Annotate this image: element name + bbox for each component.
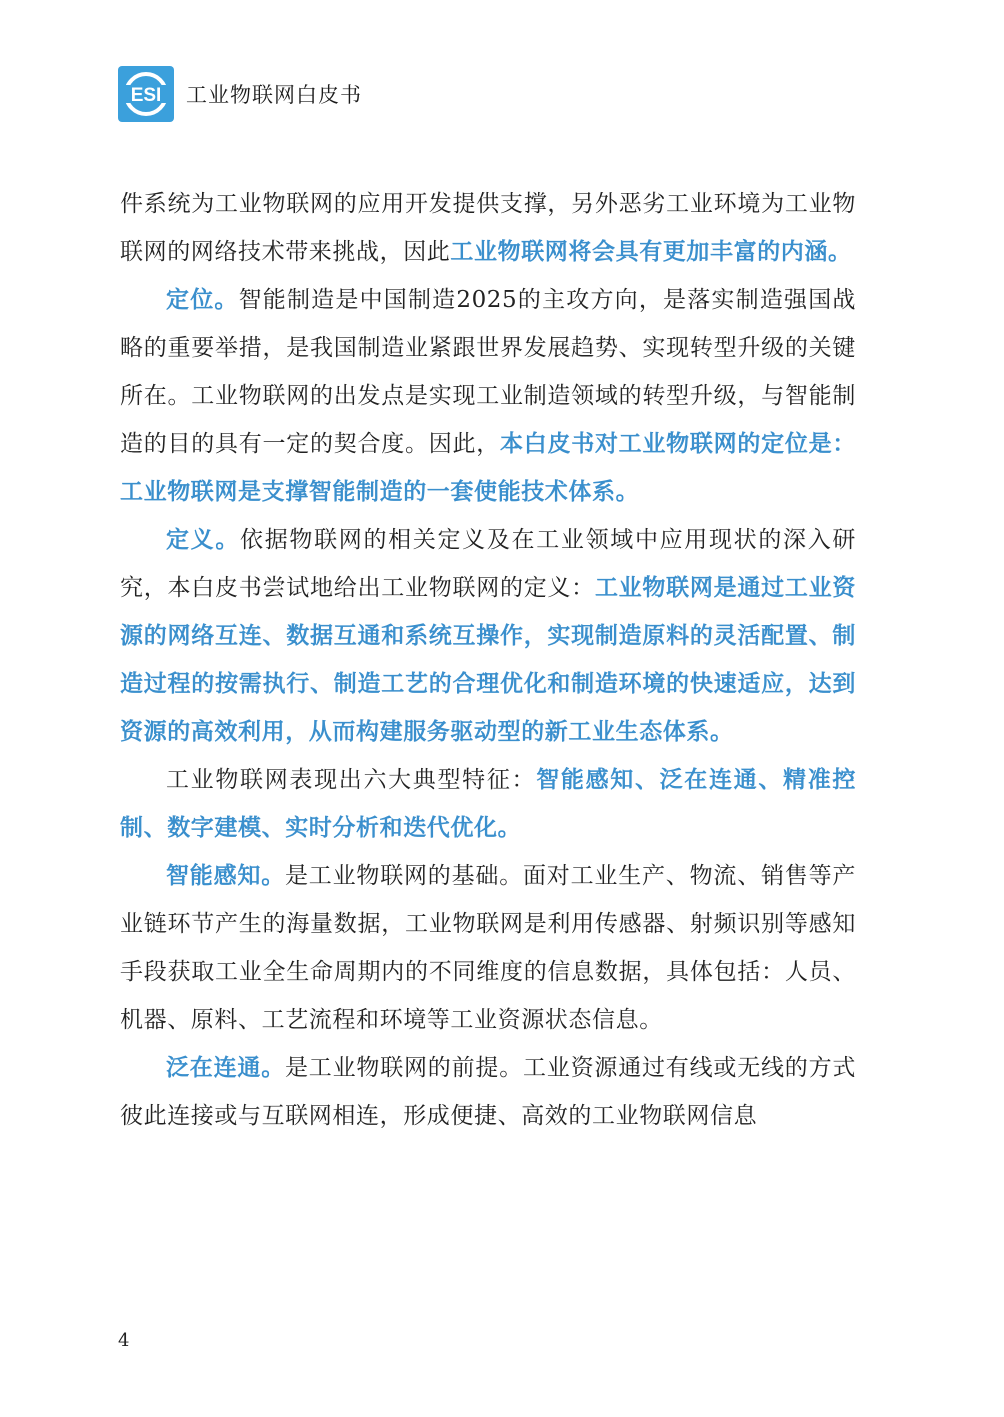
svg-text:ESI: ESI [130,85,162,106]
text-span: 工业物联网表现出六大典型特征： [166,767,537,793]
paragraph-smart-sensing [120,852,856,1044]
section-lead-definition: 定义。 [166,527,241,553]
paragraph-ubiquitous-connectivity [120,1044,856,1140]
paragraph-positioning [120,276,856,516]
section-lead-positioning: 定位。 [166,287,239,313]
paragraph-definition [120,516,856,756]
highlight-span: 工业物联网是通过工业资源的网络互连、数据互通和系统互操作，实现制造原料的灵活配置、制造过程的按需执行、制造工艺的合理优化和制造环境的快速适应，达到资源的高效利用，从而构建服务驱动型的新工业生态体系。 [120,575,857,745]
page-number: 4 [118,1330,130,1351]
paragraph-intro [120,180,856,276]
section-lead-ubiquitous-connectivity: 泛在连通。 [166,1055,285,1081]
document-body [120,180,856,1140]
text-span: 是工业物联网的前提。工业资源通过有线或无线的方式彼此连接或与互联网相连，形成便捷、高效的工业物联网信息 [120,1055,856,1129]
page-header [118,66,362,122]
text-span: 智能制造是中国制造2025的主攻方向，是落实制造强国战略的重要举措，是我国制造业紧跟世界发展趋势、实现转型升级的关键所在。工业物联网的出发点是实现工业制造领域的转型升级，与智能制造的目的具有一定的契合度。因此， [120,287,856,457]
highlight-span: 智能感知、泛在连通、精准控制、数字建模、实时分析和迭代优化。 [120,767,856,841]
header-title: 工业物联网白皮书 [186,83,362,107]
text-span: 是工业物联网的基础。面对工业生产、物流、销售等产业链环节产生的海量数据，工业物联网是利用传感器、射频识别等感知手段获取工业全生命周期内的不同维度的信息数据，具体包括：人员、机器、原料、工艺流程和环境等工业资源状态信息。 [120,863,856,1033]
text-span: 依据物联网的相关定义及在工业领域中应用现状的深入研究，本白皮书尝试地给出工业物联网的定义： [120,527,856,601]
text-span: 件系统为工业物联网的应用开发提供支撑，另外恶劣工业环境为工业物联网的网络技术带来挑战，因此 [120,191,856,265]
highlight-span: 工业物联网将会具有更加丰富的内涵。 [450,239,852,265]
section-lead-smart-sensing: 智能感知。 [166,863,285,889]
paragraph-features [120,756,856,852]
esi-logo [118,66,174,122]
highlight-span: 本白皮书对工业物联网的定位是：工业物联网是支撑智能制造的一套使能技术体系。 [120,431,857,505]
